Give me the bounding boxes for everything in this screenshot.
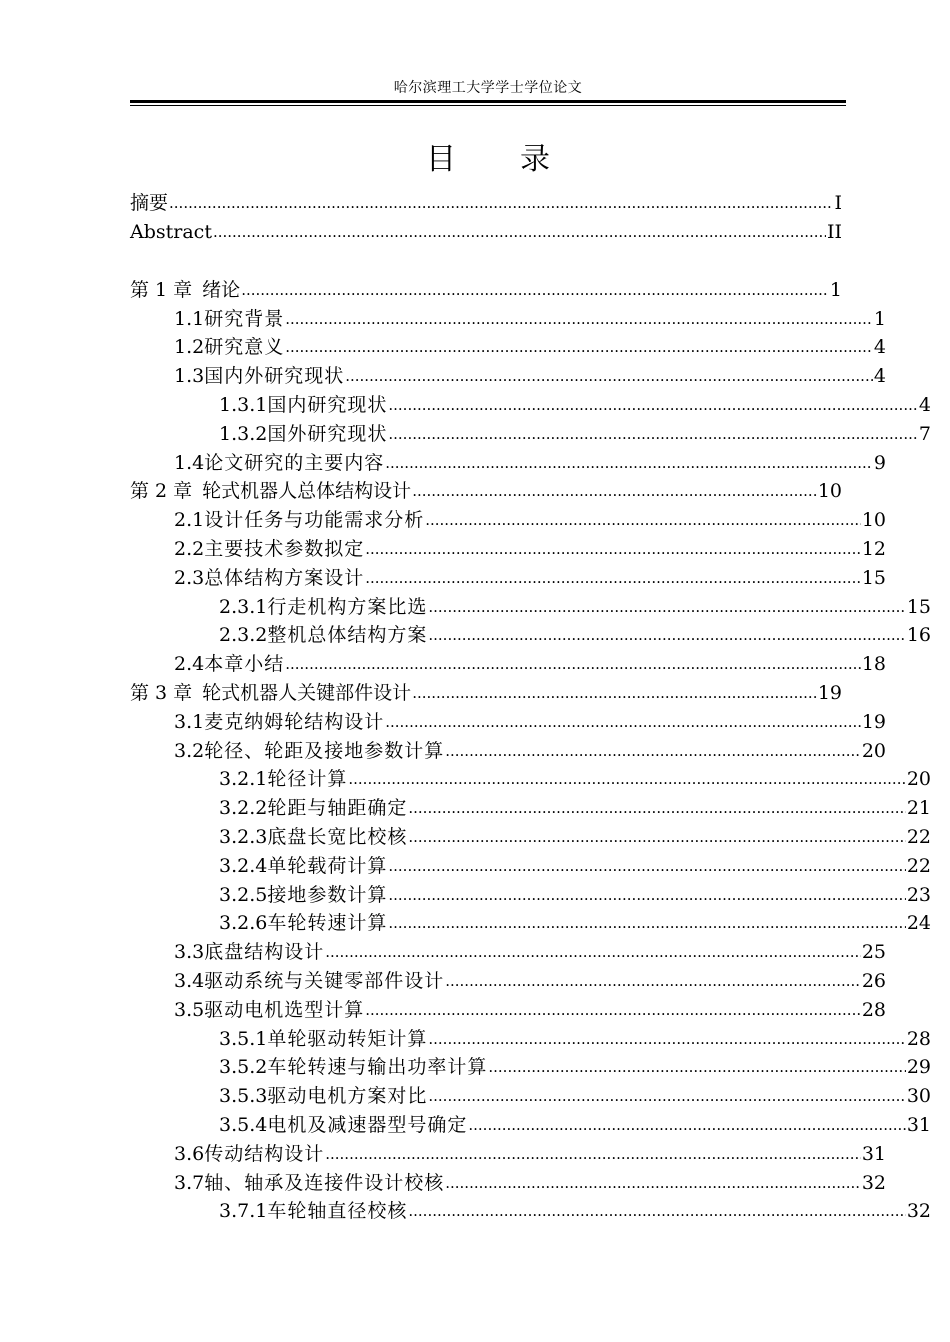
toc-entry-number: 3.3 (174, 941, 205, 964)
toc-entry[interactable] (130, 304, 886, 333)
toc-page-number: 4 (873, 336, 886, 359)
toc-leader-dots (385, 449, 873, 477)
toc-entry-number: 3.2.1 (219, 768, 268, 791)
toc-entry-title: 本章小结 (204, 653, 285, 676)
toc-entry[interactable] (130, 880, 931, 909)
toc-page-number: 22 (906, 854, 931, 877)
toc-leader-dots (428, 1082, 905, 1110)
toc-page-number: 1 (829, 278, 842, 301)
toc-entry-title: 麦克纳姆轮结构设计 (204, 710, 385, 733)
toc-page-number: 12 (861, 537, 886, 560)
toc-leader-dots (408, 794, 905, 822)
toc-page-number: 19 (817, 681, 842, 704)
toc-entry[interactable] (130, 823, 931, 852)
toc-page-number: 7 (918, 422, 931, 445)
toc-entry[interactable] (130, 419, 931, 448)
toc-entry[interactable] (130, 535, 886, 564)
toc-page-number: 10 (817, 480, 842, 503)
toc-entry-title: 车轮轴直径校核 (267, 1200, 408, 1223)
toc-entry-number: 3.2.6 (219, 912, 268, 935)
toc-leader-dots (365, 996, 861, 1024)
toc-entry-number: 3.2.4 (219, 854, 268, 877)
toc-entry-number: 1.3.1 (219, 393, 268, 416)
toc-entry[interactable] (130, 333, 886, 362)
toc-entry-title: 驱动系统与关键零部件设计 (204, 969, 445, 992)
toc-entry-number: 1.4 (174, 451, 205, 474)
toc-leader-dots (365, 535, 861, 563)
toc-entry[interactable] (130, 391, 931, 420)
toc-leader-dots (445, 967, 861, 995)
toc-entry[interactable] (130, 189, 842, 218)
toc-leader-dots (385, 708, 861, 736)
toc-entry-number: 2.3.2 (219, 624, 268, 647)
toc-page-number: 26 (861, 969, 886, 992)
toc-entry[interactable] (130, 448, 886, 477)
toc-entry-number: 3.5.4 (219, 1113, 268, 1136)
toc-leader-dots (241, 276, 829, 304)
toc-entry[interactable] (130, 736, 886, 765)
toc-entry-number: 1.3.2 (219, 422, 268, 445)
toc-page-number: I (834, 192, 842, 215)
toc-entry-number: 3.5.2 (219, 1056, 268, 1079)
toc-leader-dots (412, 679, 817, 707)
toc-entry-title: 轮距与轴距确定 (267, 797, 408, 820)
toc-page-number: 10 (861, 509, 886, 532)
toc-entry-number: 第 2 章 (130, 480, 193, 503)
toc-leader-dots (468, 1111, 905, 1139)
toc-entry-title: 驱动电机方案对比 (267, 1085, 428, 1108)
toc-leader-dots (408, 823, 905, 851)
toc-entry-title: 论文研究的主要内容 (204, 451, 385, 474)
toc-leader-dots (348, 765, 905, 793)
toc-entry[interactable] (130, 563, 886, 592)
toc-entry-number: 1.2 (174, 336, 205, 359)
toc-entry-title: 传动结构设计 (204, 1142, 325, 1165)
toc-entry[interactable] (130, 1139, 886, 1168)
toc-entry-number: 2.1 (174, 509, 205, 532)
toc-leader-dots (213, 218, 826, 246)
toc-entry-title: Abstract (130, 221, 212, 244)
toc-entry[interactable] (130, 1024, 931, 1053)
toc-entry[interactable] (130, 679, 842, 708)
toc-leader-dots (388, 909, 905, 937)
toc-page-number: 31 (906, 1113, 931, 1136)
toc-entry[interactable] (130, 967, 886, 996)
toc-entry[interactable] (130, 765, 931, 794)
toc-page-number: 19 (861, 710, 886, 733)
toc-page-number: 30 (906, 1085, 931, 1108)
toc-entry-number: 第 1 章 (130, 278, 193, 301)
toc-entry[interactable] (130, 1053, 931, 1082)
toc-entry-title: 研究背景 (204, 307, 285, 330)
toc-entry-title: 绪论 (202, 278, 241, 301)
toc-entry-number: 3.7.1 (219, 1200, 268, 1223)
toc-entry[interactable] (130, 938, 886, 967)
toc-entry[interactable] (130, 275, 842, 304)
toc-page-number: 29 (906, 1056, 931, 1079)
toc-entry-title: 车轮转速与输出功率计算 (267, 1056, 488, 1079)
toc-entry-number: 1.1 (174, 307, 205, 330)
toc-entry[interactable] (130, 621, 931, 650)
toc-entry-title: 摘要 (130, 192, 169, 215)
toc-entry-title: 轮式机器人总体结构设计 (202, 480, 412, 503)
toc-entry-title: 总体结构方案设计 (204, 566, 365, 589)
toc-entry-title: 国内外研究现状 (204, 365, 345, 388)
toc-entry-title: 轮径、轮距及接地参数计算 (204, 739, 445, 762)
toc-entry-title: 单轮驱动转矩计算 (267, 1027, 428, 1050)
toc-entry-number: 3.7 (174, 1171, 205, 1194)
toc-page-number: 18 (861, 653, 886, 676)
toc-entry[interactable] (130, 707, 886, 736)
toc-entry-title: 国内研究现状 (267, 393, 388, 416)
toc-entry[interactable] (130, 506, 886, 535)
toc-entry[interactable] (130, 995, 886, 1024)
toc-entry-title: 行走机构方案比选 (267, 595, 428, 618)
toc-entry-number: 第 3 章 (130, 681, 193, 704)
toc-entry-title: 车轮转速计算 (267, 912, 388, 935)
toc-entry-title: 单轮载荷计算 (267, 854, 388, 877)
toc-entry-number: 3.2 (174, 739, 205, 762)
toc-entry-title: 驱动电机选型计算 (204, 998, 365, 1021)
toc-leader-dots (428, 593, 905, 621)
toc-leader-dots (412, 477, 817, 505)
running-header: 哈尔滨理工大学学士学位论文 (393, 80, 583, 96)
toc-page-number: 23 (906, 883, 931, 906)
toc-entry[interactable] (130, 650, 886, 679)
toc-leader-dots (425, 506, 861, 534)
toc-page-number: 15 (906, 595, 931, 618)
toc-entry-number: 2.3.1 (219, 595, 268, 618)
toc-leader-dots (325, 938, 861, 966)
toc-entry[interactable] (130, 1111, 931, 1140)
toc-entry-title: 电机及减速器型号确定 (267, 1113, 468, 1136)
toc-page-number: 32 (861, 1171, 886, 1194)
toc-entry[interactable] (130, 362, 886, 391)
toc-entry-number: 2.4 (174, 653, 205, 676)
toc-entry-number: 3.2.2 (219, 797, 268, 820)
toc-entry-number: 3.5.1 (219, 1027, 268, 1050)
toc-page-number: II (826, 221, 842, 244)
toc-entry-number: 3.2.3 (219, 825, 268, 848)
toc-page-number: 1 (873, 307, 886, 330)
toc-page-number: 25 (861, 941, 886, 964)
toc-leader-dots (365, 564, 861, 592)
toc-entry-title: 轮式机器人关键部件设计 (202, 681, 412, 704)
toc-entry-title: 主要技术参数拟定 (204, 537, 365, 560)
toc-entry-title: 国外研究现状 (267, 422, 388, 445)
toc-entry[interactable] (130, 218, 842, 247)
toc-page-number: 21 (906, 797, 931, 820)
toc-page-number: 15 (861, 566, 886, 589)
toc-leader-dots (285, 333, 873, 361)
toc-leader-dots (169, 189, 833, 217)
toc-entry-number: 3.1 (174, 710, 205, 733)
toc-leader-dots (388, 852, 905, 880)
toc-leader-dots (388, 420, 918, 448)
toc-entry-title: 轴、轴承及连接件设计校核 (204, 1171, 445, 1194)
toc-entry[interactable] (130, 909, 931, 938)
toc-page-number: 4 (873, 365, 886, 388)
toc-title-char-1: 目 (426, 142, 456, 177)
toc-page-number: 16 (906, 624, 931, 647)
toc-title-char-2: 录 (520, 142, 550, 177)
toc-page-number: 22 (906, 825, 931, 848)
toc-leader-dots (285, 650, 861, 678)
toc-entry-number: 3.4 (174, 969, 205, 992)
toc-page-number: 4 (918, 393, 931, 416)
toc-entry-title: 底盘结构设计 (204, 941, 325, 964)
toc-entry-title: 整机总体结构方案 (267, 624, 428, 647)
toc-page-number: 31 (861, 1142, 886, 1165)
toc-leader-dots (488, 1053, 905, 1081)
toc-leader-dots (408, 1197, 905, 1225)
toc-leader-dots (445, 737, 861, 765)
toc-entry-number: 2.2 (174, 537, 205, 560)
toc-entry[interactable] (130, 1168, 886, 1197)
toc-entry-title: 研究意义 (204, 336, 285, 359)
toc-entry-title: 设计任务与功能需求分析 (204, 509, 425, 532)
header-rule-thick (130, 100, 846, 103)
toc-leader-dots (325, 1140, 861, 1168)
toc-leader-dots (445, 1169, 861, 1197)
toc-entry-number: 3.6 (174, 1142, 205, 1165)
toc-page-number: 20 (861, 739, 886, 762)
toc-entry-number: 2.3 (174, 566, 205, 589)
toc-leader-dots (345, 362, 873, 390)
toc-entry-number: 1.3 (174, 365, 205, 388)
toc-entry[interactable] (130, 794, 931, 823)
toc-page-number: 28 (906, 1027, 931, 1050)
toc-page-number: 28 (861, 998, 886, 1021)
toc-entry-title: 底盘长宽比校核 (267, 825, 408, 848)
toc-entry[interactable] (130, 592, 931, 621)
toc-entry[interactable] (130, 477, 842, 506)
toc-leader-dots (285, 305, 873, 333)
toc-entry[interactable] (130, 1197, 931, 1226)
toc-leader-dots (428, 621, 905, 649)
toc-page-number: 32 (906, 1200, 931, 1223)
toc-entry-number: 3.5 (174, 998, 205, 1021)
toc-page-number: 24 (906, 912, 931, 935)
toc-title (130, 140, 846, 180)
toc-entry-title: 接地参数计算 (267, 883, 388, 906)
toc-page-number: 9 (873, 451, 886, 474)
toc-page-number: 20 (906, 768, 931, 791)
toc-entry-number: 3.5.3 (219, 1085, 268, 1108)
toc-leader-dots (388, 881, 905, 909)
toc-leader-dots (428, 1025, 905, 1053)
toc-entry-number: 3.2.5 (219, 883, 268, 906)
header-rule-thin (130, 105, 846, 106)
toc-entry[interactable] (130, 851, 931, 880)
toc-leader-dots (388, 391, 918, 419)
toc-entry[interactable] (130, 1082, 931, 1111)
toc-entry-title: 轮径计算 (267, 768, 348, 791)
